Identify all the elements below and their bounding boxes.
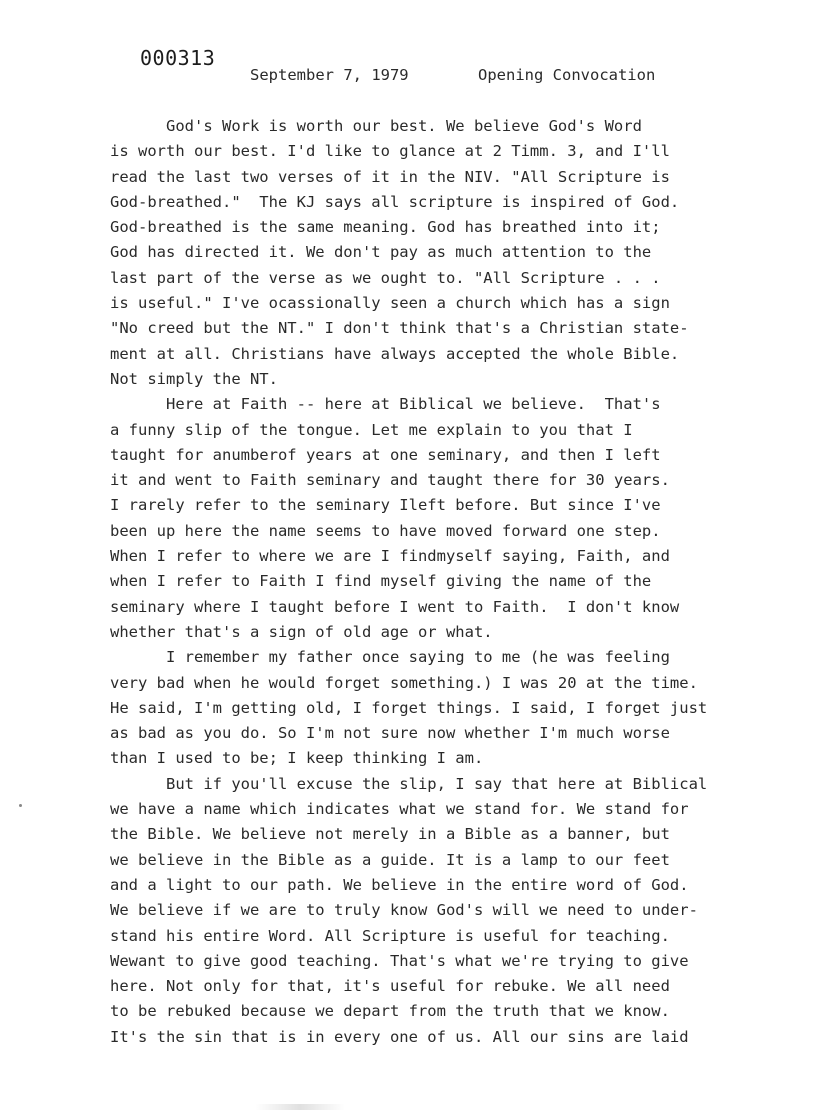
text-line: I remember my father once saying to me (he was feeling — [110, 648, 670, 667]
text-line: seminary where I taught before I went to Faith. I don't know — [110, 597, 680, 616]
text-line: It's the sin that is in every one of us. All our sins are laid — [110, 1027, 689, 1046]
text-line: last part of the verse as we ought to. "All Scripture . . . — [110, 268, 661, 287]
text-line: stand his entire Word. All Scripture is useful for teaching. — [110, 926, 670, 945]
text-line: taught for anumberof years at one seminary, and then I left — [110, 445, 661, 464]
text-line: But if you'll excuse the slip, I say that here at Biblical — [110, 774, 708, 793]
text-line: whether that's a sign of old age or what. — [110, 622, 493, 641]
text-line: is worth our best. I'd like to glance at 2 Timm. 3, and I'll — [110, 142, 670, 161]
text-line: He said, I'm getting old, I forget things. I said, I forget just — [110, 698, 708, 717]
text-line: to be rebuked because we depart from the truth that we know. — [110, 1002, 670, 1021]
text-line: and a light to our path. We believe in the entire word of God. — [110, 875, 689, 894]
text-line: the Bible. We believe not merely in a Bible as a banner, but — [110, 825, 670, 844]
text-line: been up here the name seems to have moved forward one step. — [110, 521, 661, 540]
text-line: "No creed but the NT." I don't think that's a Christian state- — [110, 319, 689, 338]
text-line: is useful." I've ocassionally seen a church which has a sign — [110, 294, 670, 313]
text-line: God-breathed." The KJ says all scripture is inspired of God. — [110, 192, 680, 211]
text-line: we have a name which indicates what we stand for. We stand for — [110, 800, 689, 819]
text-line: God has directed it. We don't pay as much attention to the — [110, 243, 652, 262]
text-line: Here at Faith -- here at Biblical we believe. That's — [110, 395, 661, 414]
paper-speck — [19, 804, 22, 807]
text-line: read the last two verses of it in the NIV. "All Scripture is — [110, 167, 670, 186]
text-line: God-breathed is the same meaning. God has breathed into it; — [110, 218, 661, 237]
document-number: 000313 — [140, 46, 216, 70]
text-line: Not simply the NT. — [110, 369, 278, 388]
text-line: we believe in the Bible as a guide. It is a lamp to our feet — [110, 850, 670, 869]
text-line: it and went to Faith seminary and taught there for 30 years. — [110, 471, 670, 490]
text-line: We believe if we are to truly know God's will we need to under- — [110, 901, 698, 920]
text-line: when I refer to Faith I find myself giving the name of the — [110, 572, 652, 591]
text-line: a funny slip of the tongue. Let me explain to you that I — [110, 420, 633, 439]
text-line: I rarely refer to the seminary Ileft before. But since I've — [110, 496, 661, 515]
text-line: than I used to be; I keep thinking I am. — [110, 749, 484, 768]
text-line: very bad when he would forget something.) I was 20 at the time. — [110, 673, 698, 692]
text-line: When I refer to where we are I findmyself saying, Faith, and — [110, 547, 670, 566]
document-date: September 7, 1979 — [250, 66, 409, 84]
text-line: here. Not only for that, it's useful for rebuke. We all need — [110, 977, 670, 996]
text-line: as bad as you do. So I'm not sure now whether I'm much worse — [110, 724, 670, 743]
text-line: God's Work is worth our best. We believe God's Word — [110, 117, 642, 135]
text-line: Wewant to give good teaching. That's what we're trying to give — [110, 951, 689, 970]
document-title: Opening Convocation — [478, 66, 656, 84]
paper-smudge — [255, 1104, 345, 1110]
document-body — [110, 114, 830, 1050]
text-line: ment at all. Christians have always accepted the whole Bible. — [110, 344, 680, 363]
